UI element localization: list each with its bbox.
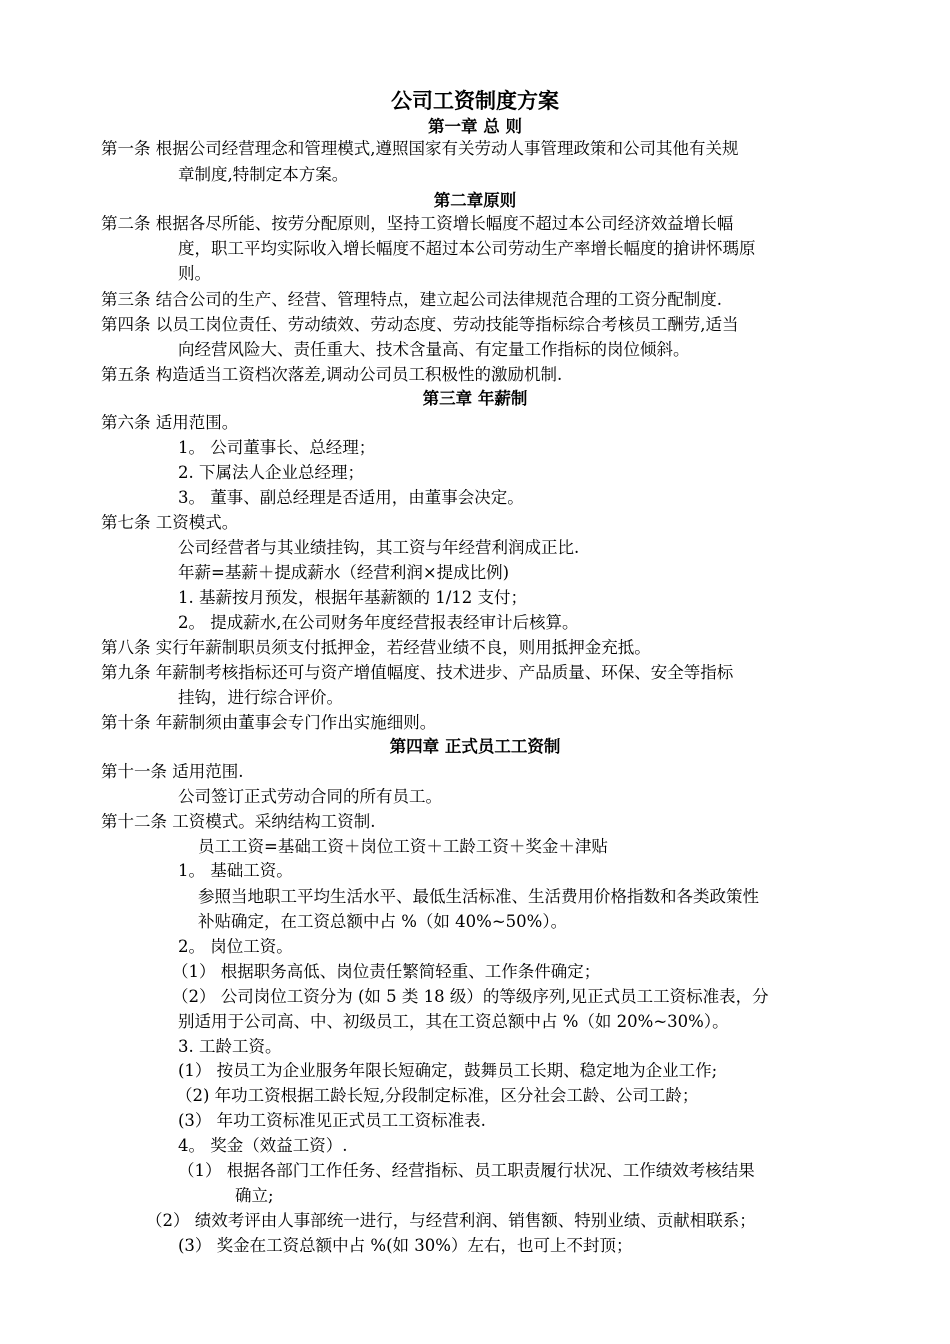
article-7-para-1: 公司经营者与其业绩挂钩，其工资与年经营利润成正比. — [178, 538, 580, 557]
article-6-item-3: 3。 董事、副总经理是否适用，由董事会决定。 — [178, 488, 524, 507]
seniority-wage-item-3: (3） 年功工资标准见正式员工工资标准表. — [178, 1111, 486, 1130]
article-8: 第八条 实行年薪制职员须支付抵押金，若经营业绩不良，则用抵押金充抵。 — [101, 638, 651, 657]
position-wage-item-1: （1） 根据职务高低、岗位责任繁简轻重、工作条件确定； — [172, 962, 601, 981]
article-6: 第六条 适用范围。 — [101, 413, 239, 432]
article-2-line-3: 则。 — [178, 264, 211, 283]
bonus-item-1-line-1: （1） 根据各部门工作任务、经营指标、员工职责履行状况、工作绩效考核结果 — [178, 1161, 755, 1180]
chapter-3-heading: 第三章 年薪制 — [422, 389, 528, 408]
article-11: 第十一条 适用范围. — [101, 762, 244, 781]
article-7: 第七条 工资模式。 — [101, 513, 239, 532]
chapter-1-heading: 第一章 总 则 — [428, 117, 522, 136]
position-wage-item-2-line-2: 别适用于公司高、中、初级员工，其在工资总额中占 %（如 20%~30%）。 — [178, 1012, 729, 1031]
position-wage-item-2-line-1: （2） 公司岗位工资分为 (如 5 类 18 级）的等级序列,见正式员工工资标准表，分 — [172, 987, 769, 1006]
chapter-4-heading: 第四章 正式员工工资制 — [389, 737, 561, 756]
article-9-line-2: 挂钩，进行综合评价。 — [178, 688, 343, 707]
article-6-item-2: 2. 下属法人企业总经理； — [178, 463, 364, 482]
article-11-para-1: 公司签订正式劳动合同的所有员工。 — [178, 787, 442, 806]
article-10: 第十条 年薪制须由董事会专门作出实施细则。 — [101, 713, 437, 732]
base-wage-line-1: 参照当地职工平均生活水平、最低生活标准、生活费用价格指数和各类政策性 — [198, 887, 759, 906]
article-2-line-1: 第二条 根据各尽所能、按劳分配原则，坚持工资增长幅度不超过本公司经济效益增长幅 — [101, 214, 734, 233]
bonus-item-2: （2） 绩效考评由人事部统一进行，与经营利润、销售额、特别业绩、贡献相联系； — [146, 1211, 756, 1230]
article-7-item-1: 1. 基薪按月预发，根据年基薪额的 1/12 支付； — [178, 588, 528, 607]
article-2-line-2: 度，职工平均实际收入增长幅度不超过本公司劳动生产率增长幅度的搶讲怀瑪原 — [178, 239, 756, 258]
article-5: 第五条 构造适当工资档次落差,调动公司员工积极性的激励机制. — [101, 365, 563, 384]
bonus-item-1-line-2: 确立; — [235, 1186, 274, 1205]
article-9-line-1: 第九条 年薪制考核指标还可与资产增值幅度、技术进步、产品质量、环保、安全等指标 — [101, 663, 734, 682]
article-7-item-2: 2。 提成薪水,在公司财务年度经营报表经审计后核算。 — [178, 613, 579, 632]
article-7-formula: 年薪=基薪＋提成薪水（经营利润×提成比例) — [178, 563, 510, 582]
bonus-item-3: (3） 奖金在工资总额中占 %(如 30%）左右，也可上不封顶； — [178, 1236, 633, 1255]
chapter-2-heading: 第二章原则 — [433, 191, 517, 210]
article-6-item-1: 1。 公司董事长、总经理； — [178, 438, 376, 457]
bonus-heading: 4。 奖金（效益工资）. — [178, 1136, 348, 1155]
base-wage-heading: 1。 基础工资。 — [178, 861, 293, 880]
article-1-line-1: 第一条 根据公司经营理念和管理模式,遵照国家有关劳动人事管理政策和公司其他有关规 — [101, 139, 739, 158]
seniority-wage-item-1: (1） 按员工为企业服务年限长短确定，鼓舞员工长期、稳定地为企业工作; — [178, 1061, 718, 1080]
article-1-line-2: 章制度,特制定本方案。 — [178, 165, 349, 184]
position-wage-heading: 2。 岗位工资。 — [178, 937, 293, 956]
seniority-wage-item-2: （2) 年功工资根据工龄长短,分段制定标准，区分社会工龄、公司工龄； — [176, 1086, 699, 1105]
document-title: 公司工资制度方案 — [391, 88, 559, 113]
article-3: 第三条 结合公司的生产、经营、管理特点，建立起公司法律规范合理的工资分配制度. — [101, 290, 722, 309]
article-12: 第十二条 工资模式。采纳结构工资制. — [101, 812, 376, 831]
article-4-line-2: 向经营风险大、责任重大、技术含量高、有定量工作指标的岗位倾斜。 — [178, 340, 690, 359]
seniority-wage-heading: 3. 工龄工资。 — [178, 1037, 282, 1056]
base-wage-line-2: 补贴确定，在工资总额中占 %（如 40%~50%）。 — [198, 912, 568, 931]
article-12-formula: 员工工资=基础工资＋岗位工资＋工龄工资＋奖金＋津贴 — [198, 837, 608, 856]
article-4-line-1: 第四条 以员工岗位责任、劳动绩效、劳动态度、劳动技能等指标综合考核员工酬劳,适当 — [101, 315, 739, 334]
